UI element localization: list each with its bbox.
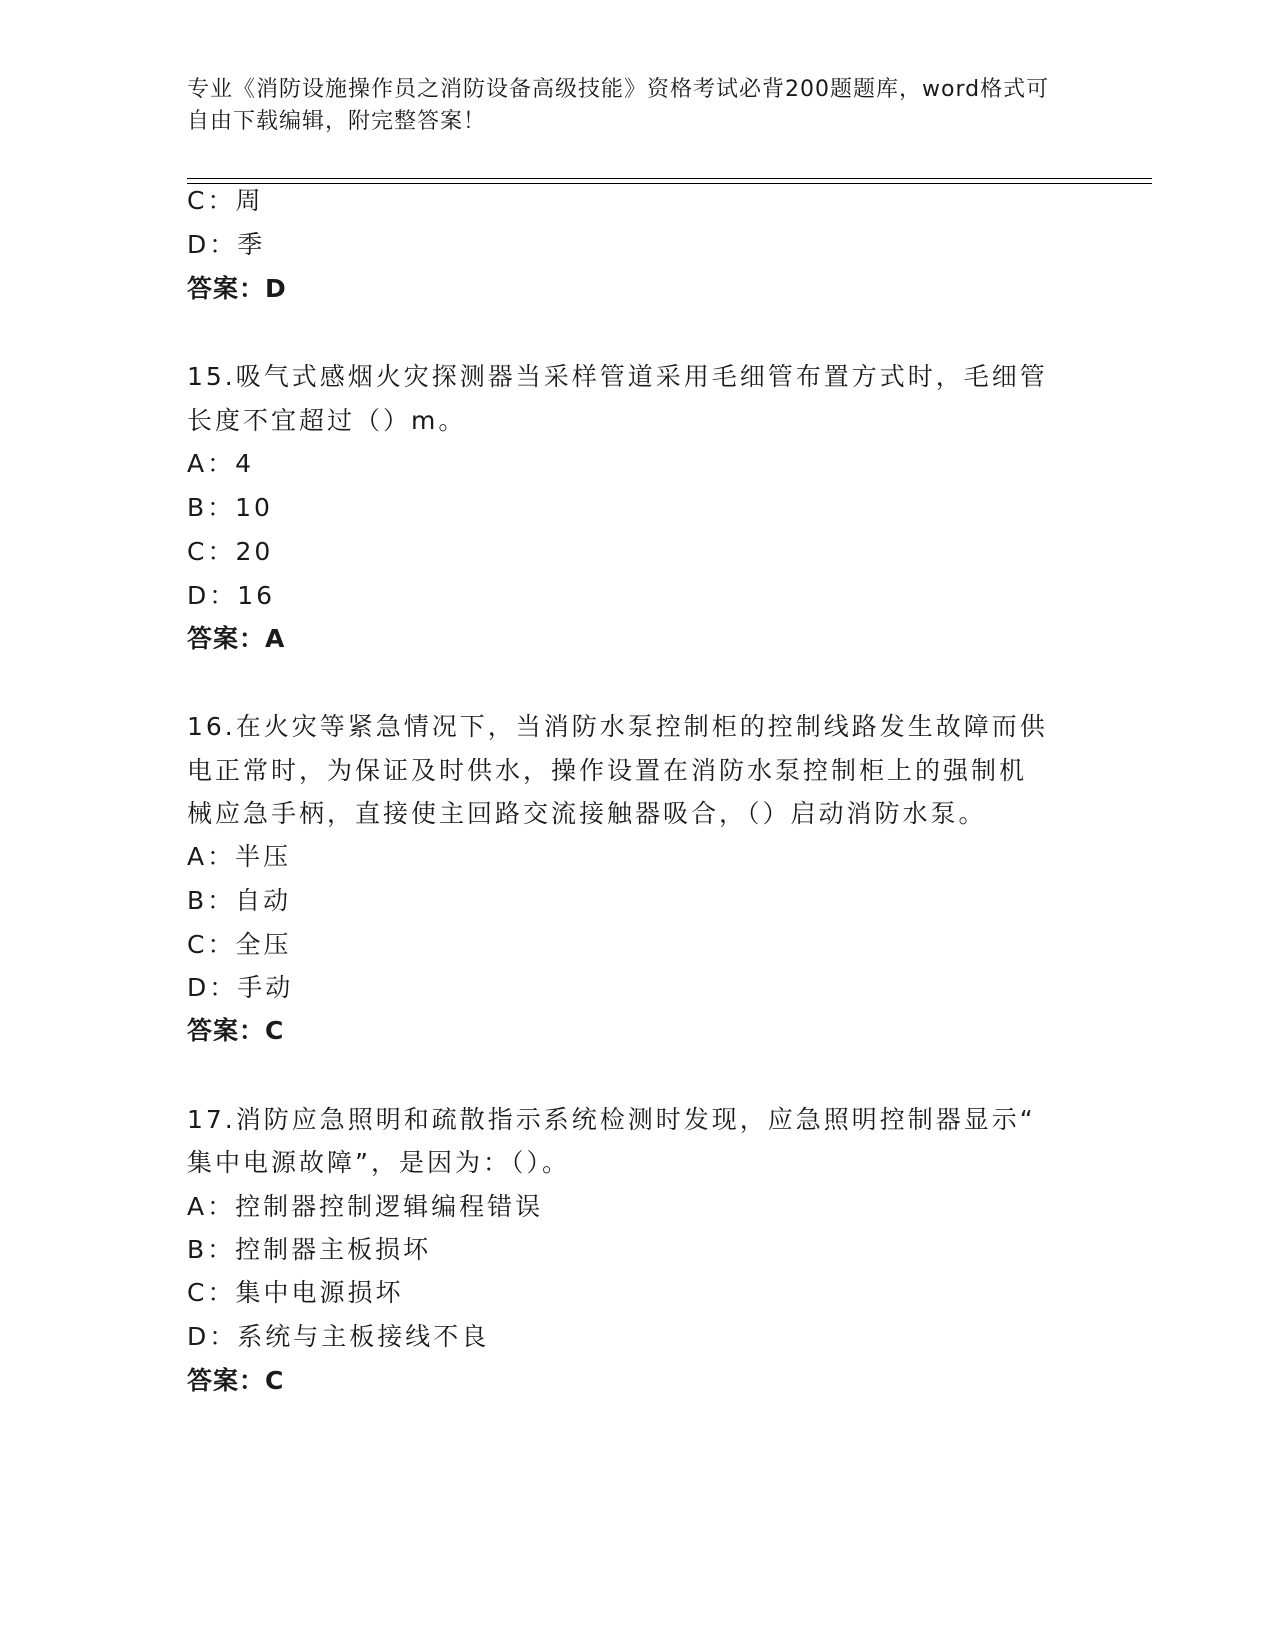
- question-17-option-b: B：控制器主板损坏: [187, 1235, 432, 1264]
- question-17-line-2: 集中电源故障”，是因为：（）。: [187, 1148, 570, 1177]
- answer-prev: 答案：D: [187, 274, 287, 303]
- question-16-line-1: 16.在火灾等紧急情况下，当消防水泵控制柜的控制线路发生故障而供: [187, 712, 1048, 741]
- question-16-answer: 答案：C: [187, 1016, 285, 1045]
- option-c-prev: C：周: [187, 186, 264, 215]
- question-16-option-a: A：半压: [187, 842, 292, 871]
- question-15-line-2: 长度不宜超过（）m。: [187, 406, 467, 435]
- question-15-option-a: A：4: [187, 449, 255, 478]
- question-17-option-a: A：控制器控制逻辑编程错误: [187, 1192, 544, 1221]
- question-16-option-c: C：全压: [187, 930, 292, 959]
- question-16-line-3: 械应急手柄，直接使主回路交流接触器吸合，（）启动消防水泵。: [187, 799, 987, 828]
- question-15-answer: 答案：A: [187, 624, 286, 653]
- question-15-line-1: 15.吸气式感烟火灾探测器当采样管道采用毛细管布置方式时，毛细管: [187, 362, 1048, 391]
- header-divider-top: [187, 178, 1152, 179]
- question-16-line-2: 电正常时，为保证及时供水，操作设置在消防水泵控制柜上的强制机: [187, 756, 1028, 785]
- question-16-option-b: B：自动: [187, 886, 292, 915]
- question-17-line-1: 17.消防应急照明和疏散指示系统检测时发现，应急照明控制器显示“: [187, 1105, 1036, 1134]
- question-17-answer: 答案：C: [187, 1366, 285, 1395]
- option-d-prev: D：季: [187, 230, 266, 259]
- question-17-option-c: C：集中电源损坏: [187, 1278, 404, 1307]
- document-header: 专业《消防设施操作员之消防设备高级技能》资格考试必背200题题库，word格式可自由下载编辑，附完整答案！: [187, 77, 1050, 134]
- question-15-option-b: B：10: [187, 493, 273, 522]
- question-15-option-c: C：20: [187, 537, 274, 566]
- question-16-option-d: D：手动: [187, 973, 294, 1002]
- question-15-option-d: D：16: [187, 581, 276, 610]
- header-divider-bottom: [187, 183, 1152, 184]
- question-17-option-d: D：系统与主板接线不良: [187, 1322, 490, 1351]
